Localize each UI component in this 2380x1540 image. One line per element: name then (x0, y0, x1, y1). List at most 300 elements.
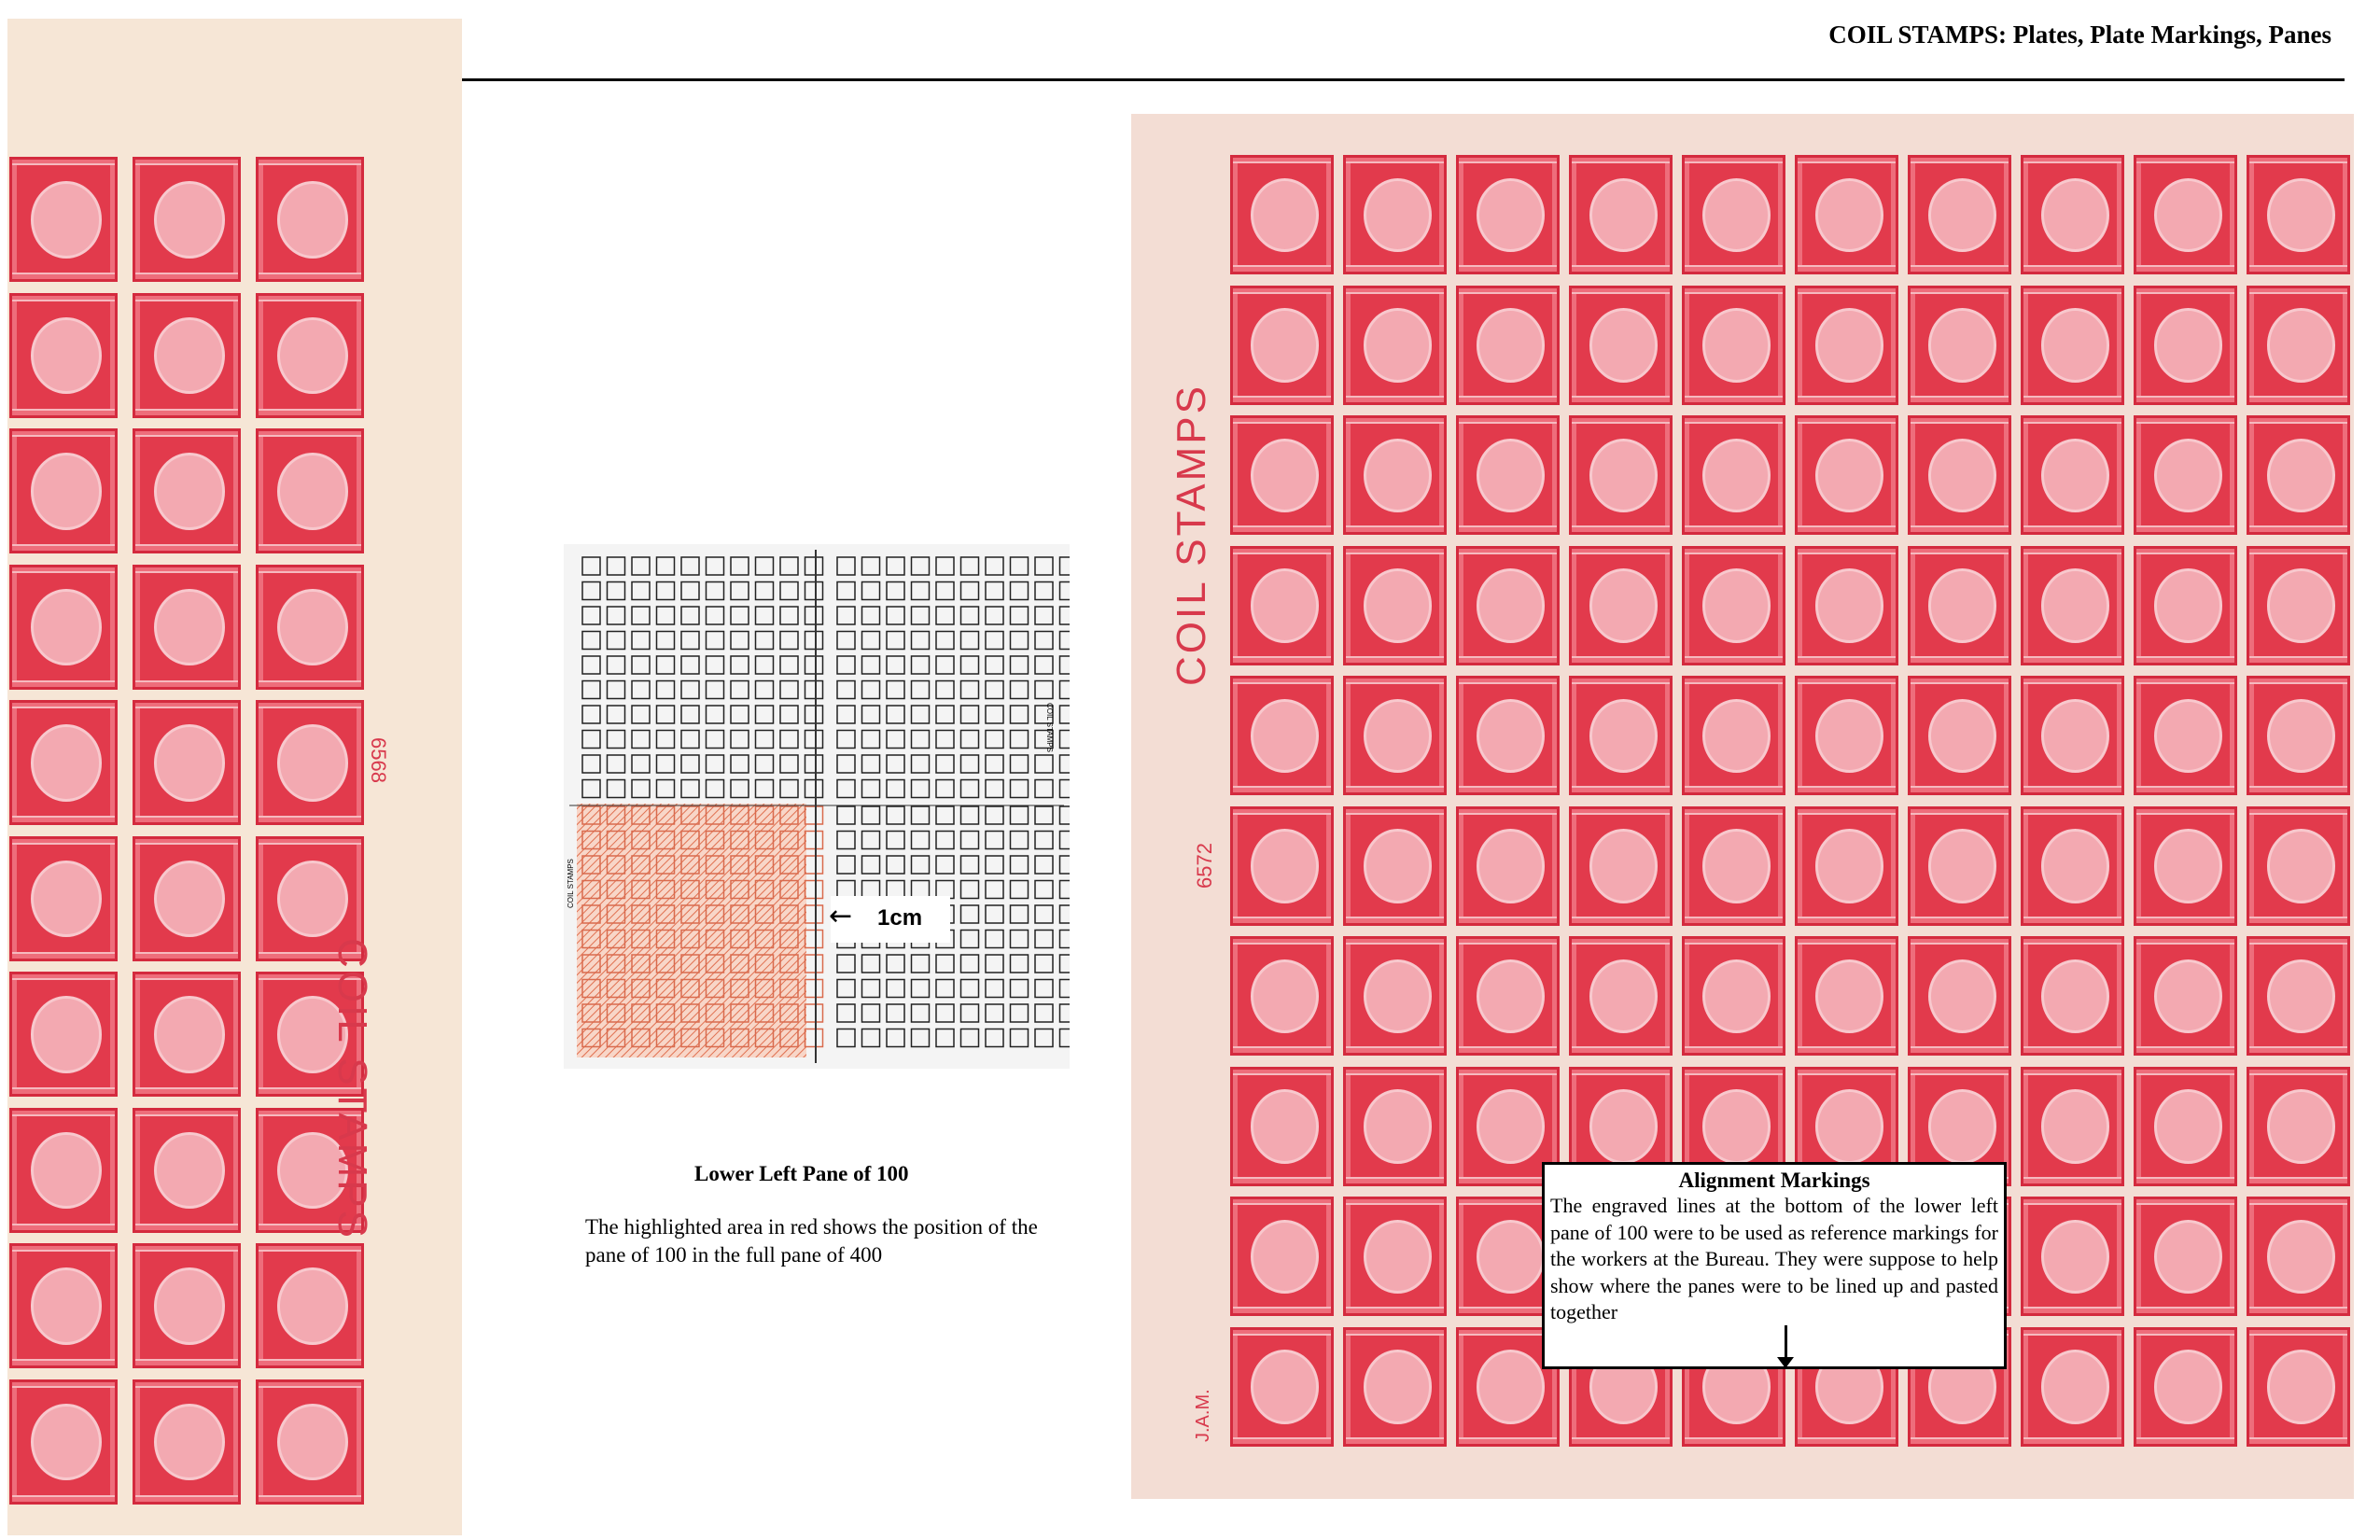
pane-cell (862, 832, 880, 849)
stamp (133, 700, 241, 825)
pane-cell (707, 557, 724, 575)
pane-cell (862, 656, 880, 674)
stamp (1456, 806, 1560, 926)
pane-cell (731, 731, 749, 749)
pane-cell (1011, 980, 1029, 998)
pane-cell (1011, 1029, 1029, 1047)
stamp (1343, 936, 1447, 1056)
pane-cell (936, 1004, 954, 1022)
pane-cell (912, 780, 930, 798)
pane-cell (1035, 955, 1053, 973)
pane-cell (936, 557, 954, 575)
stamp (1795, 155, 1898, 274)
pane-cell (657, 656, 675, 674)
pane-cell (582, 681, 600, 699)
pane-cell (1011, 706, 1029, 723)
pane-cell (837, 1029, 855, 1047)
pane-cell (912, 955, 930, 973)
stamp (1795, 415, 1898, 535)
pane-cell (707, 731, 724, 749)
pane-cell (707, 607, 724, 624)
stamp (1682, 155, 1785, 274)
pane-cell (837, 856, 855, 874)
pane-cell (780, 632, 798, 650)
stamp (1569, 286, 1673, 405)
pane-cell (1060, 1004, 1071, 1022)
pane-cell (805, 557, 823, 575)
pane-cell (887, 856, 904, 874)
pane-cell (582, 780, 600, 798)
pane-cell (887, 780, 904, 798)
stamp (133, 1379, 241, 1505)
pane-cell (887, 755, 904, 773)
pane-cell (936, 1029, 954, 1047)
stamp (2134, 806, 2237, 926)
pane-cell (582, 632, 600, 650)
stamp (2247, 546, 2350, 665)
pane-cell (961, 881, 979, 899)
pane-cell (731, 780, 749, 798)
pane-cell (756, 731, 774, 749)
stamp (1908, 286, 2011, 405)
pane-cell (1035, 780, 1053, 798)
stamp (2021, 286, 2124, 405)
stamp (1456, 546, 1560, 665)
stamp (1682, 546, 1785, 665)
pane-cell (961, 1004, 979, 1022)
pane-cell (1035, 832, 1053, 849)
pane-cell (986, 806, 1003, 824)
pane-cell (780, 780, 798, 798)
pane-cell (707, 681, 724, 699)
pane-cell (582, 582, 600, 600)
stamp (256, 428, 364, 553)
pane-cell (1060, 706, 1071, 723)
pane-cell (731, 607, 749, 624)
pane-cell (1011, 905, 1029, 923)
pane-cell (632, 656, 650, 674)
pane-cell (936, 755, 954, 773)
stamp (2021, 415, 2124, 535)
pane-cell (756, 706, 774, 723)
pane-cell (681, 681, 699, 699)
pane-cell (887, 607, 904, 624)
pane-cell (707, 755, 724, 773)
pane-cell (805, 632, 823, 650)
header-right: COIL STAMPS: Plates, Plate Markings, Panes (1828, 21, 2331, 49)
pane-cell (912, 1004, 930, 1022)
pane-cell (756, 632, 774, 650)
pane-cell (681, 557, 699, 575)
pane-cell (912, 706, 930, 723)
pane-cell (582, 607, 600, 624)
stamp (1795, 806, 1898, 926)
pane-cell (1011, 1004, 1029, 1022)
pane-cell (936, 832, 954, 849)
pane-cell (887, 980, 904, 998)
pane-cell (961, 931, 979, 948)
stamp (133, 565, 241, 690)
stamp (256, 700, 364, 825)
pane-cell (936, 980, 954, 998)
pane-cell (1060, 681, 1071, 699)
pane-cell (608, 607, 625, 624)
pane-cell (862, 806, 880, 824)
right-sheet-plate-number: 6572 (1193, 843, 1216, 889)
stamp (9, 972, 118, 1097)
stamp (2134, 415, 2237, 535)
pane-cell (608, 557, 625, 575)
pane-cell (1060, 832, 1071, 849)
pane-cell (862, 780, 880, 798)
pane-cell (961, 1029, 979, 1047)
pane-cell (805, 780, 823, 798)
pane-cell (862, 681, 880, 699)
stamp (9, 293, 118, 418)
stamp (1569, 155, 1673, 274)
pane-cell (582, 656, 600, 674)
pane-cell (756, 607, 774, 624)
pane-cell (1035, 632, 1053, 650)
pane-cell (862, 557, 880, 575)
pane-cell (657, 780, 675, 798)
stamp (1682, 676, 1785, 795)
left-sheet-plate-number: 6568 (367, 737, 390, 783)
pane-cell (1035, 931, 1053, 948)
pane-cell (961, 731, 979, 749)
pane-cell (756, 557, 774, 575)
pane-cell (936, 681, 954, 699)
pane-cell (805, 905, 823, 923)
pane-cell (1035, 607, 1053, 624)
pane-cell (837, 1004, 855, 1022)
pane-cell (912, 806, 930, 824)
pane-cell (1060, 955, 1071, 973)
pane-cell (780, 607, 798, 624)
pane-cell (837, 955, 855, 973)
pane-cell (912, 755, 930, 773)
stamp (1230, 546, 1334, 665)
pane-cell (1035, 806, 1053, 824)
pane-cell (805, 582, 823, 600)
stamp (9, 1379, 118, 1505)
pane-cell (1060, 607, 1071, 624)
pane-cell (912, 832, 930, 849)
pane-cell (632, 706, 650, 723)
stamp (2247, 415, 2350, 535)
stamp (2247, 1327, 2350, 1447)
pane-cell (681, 582, 699, 600)
pane-cell (731, 656, 749, 674)
pane-cell (936, 656, 954, 674)
pane-cell (632, 607, 650, 624)
pane-cell (986, 856, 1003, 874)
pane-cell (862, 755, 880, 773)
stamp (2134, 936, 2237, 1056)
stamp (1456, 676, 1560, 795)
stamp (1230, 676, 1334, 795)
caption-title: Lower Left Pane of 100 (694, 1162, 909, 1185)
stamp (1343, 676, 1447, 795)
pane-cell (805, 706, 823, 723)
pane-cell (1035, 980, 1053, 998)
stamp (2021, 676, 2124, 795)
pane-cell (805, 656, 823, 674)
stamp (1456, 155, 1560, 274)
stamp (9, 1108, 118, 1233)
diagram-side-label-left: COIL STAMPS (567, 859, 575, 908)
pane-cell (961, 832, 979, 849)
pane-cell (837, 557, 855, 575)
pane-cell (986, 1004, 1003, 1022)
stamp (1230, 155, 1334, 274)
pane-cell (1060, 905, 1071, 923)
pane-cell (1060, 856, 1071, 874)
pane-cell (681, 755, 699, 773)
scale-arrow-icon: ← (829, 900, 853, 932)
stamp (133, 972, 241, 1097)
pane-cell (657, 731, 675, 749)
pane-cell (986, 582, 1003, 600)
pane-cell (912, 980, 930, 998)
pane-cell (1035, 582, 1053, 600)
pane-cell (608, 632, 625, 650)
diagram-side-label-right: COIL STAMPS (1045, 703, 1054, 752)
stamp (2134, 1067, 2237, 1186)
pane-cell (986, 632, 1003, 650)
stamp (1569, 546, 1673, 665)
pane-cell (862, 955, 880, 973)
pane-cell (780, 656, 798, 674)
pane-cell (961, 905, 979, 923)
stamp (1230, 286, 1334, 405)
stamp (1230, 1067, 1334, 1186)
stamp (256, 293, 364, 418)
pane-cell (961, 806, 979, 824)
pane-cell (731, 632, 749, 650)
pane-cell (986, 731, 1003, 749)
stamp (2134, 155, 2237, 274)
pane-cell (1035, 881, 1053, 899)
pane-cell (1011, 881, 1029, 899)
stamp (1908, 936, 2011, 1056)
stamp (1343, 546, 1447, 665)
pane-cell (1011, 681, 1029, 699)
pane-cell (887, 557, 904, 575)
stamp (2021, 546, 2124, 665)
pane-cell (961, 706, 979, 723)
pane-cell (887, 681, 904, 699)
stamp (1682, 286, 1785, 405)
pane-cell (961, 955, 979, 973)
pane-cell (887, 656, 904, 674)
right-sheet-initials: J.A.M. (1193, 1389, 1213, 1442)
pane-cell (805, 931, 823, 948)
pane-cell (1060, 632, 1071, 650)
pane-cell (1060, 582, 1071, 600)
pane-cell (862, 980, 880, 998)
stamp (2134, 546, 2237, 665)
pane-cell (608, 780, 625, 798)
stamp (1795, 676, 1898, 795)
pane-cell (912, 856, 930, 874)
stamp (2021, 936, 2124, 1056)
pane-cell (1011, 632, 1029, 650)
pane-cell (837, 706, 855, 723)
pane-cell (681, 780, 699, 798)
pane-cell (657, 582, 675, 600)
stamp (1795, 286, 1898, 405)
pane-cell (986, 780, 1003, 798)
pane-cell (912, 557, 930, 575)
pane-cell (1011, 607, 1029, 624)
pane-cell (1035, 905, 1053, 923)
stamp (2134, 286, 2237, 405)
pane-cell (608, 731, 625, 749)
pane-cell (961, 856, 979, 874)
pane-cell (912, 582, 930, 600)
pane-cell (582, 706, 600, 723)
pane-cell (1011, 832, 1029, 849)
pane-cell (805, 955, 823, 973)
stamp (256, 1243, 364, 1368)
stamp (1230, 415, 1334, 535)
stamp (9, 157, 118, 282)
pane-cell (805, 806, 823, 824)
stamp (1569, 936, 1673, 1056)
pane-cell (1011, 582, 1029, 600)
stamp (256, 157, 364, 282)
pane-cell (657, 557, 675, 575)
pane-cell (780, 557, 798, 575)
pane-cell (731, 557, 749, 575)
pane-cell (657, 706, 675, 723)
pane-cell (780, 755, 798, 773)
pane-cell (731, 681, 749, 699)
pane-cell (632, 557, 650, 575)
pane-cell (936, 856, 954, 874)
pane-cell (837, 656, 855, 674)
pane-cell (1060, 755, 1071, 773)
pane-cell (862, 706, 880, 723)
left-stamp-sheet (7, 19, 462, 1535)
stamp (133, 1108, 241, 1233)
pane-cell (707, 582, 724, 600)
pane-cell (961, 980, 979, 998)
pane-cell (657, 681, 675, 699)
pane-cell (887, 731, 904, 749)
pane-cell (805, 881, 823, 899)
pane-cell (707, 780, 724, 798)
pane-cell (986, 607, 1003, 624)
pane-cell (986, 955, 1003, 973)
pane-cell (1060, 980, 1071, 998)
pane-cell (1035, 755, 1053, 773)
pane-cell (632, 632, 650, 650)
pane-cell (632, 731, 650, 749)
pane-cell (887, 955, 904, 973)
stamp (2021, 1327, 2124, 1447)
pane-cell (608, 656, 625, 674)
pane-cell (1060, 806, 1071, 824)
stamp (2247, 286, 2350, 405)
pane-cell (961, 557, 979, 575)
pane-cell (1060, 881, 1071, 899)
stamp (1908, 676, 2011, 795)
pane-cell (1011, 557, 1029, 575)
pane-cell (756, 656, 774, 674)
pane-cell (862, 632, 880, 650)
left-sheet-margin-label: COIL STAMPS (329, 938, 375, 1240)
pane-cell (780, 582, 798, 600)
pane-cell (961, 681, 979, 699)
stamp (133, 836, 241, 961)
pane-cell (632, 681, 650, 699)
pane-cell (707, 632, 724, 650)
pane-cell (756, 780, 774, 798)
pane-cell (731, 755, 749, 773)
pane-cell (986, 656, 1003, 674)
stamp (1456, 415, 1560, 535)
pane-cell (936, 607, 954, 624)
stamp (1908, 415, 2011, 535)
pane-cell (805, 832, 823, 849)
stamp (9, 836, 118, 961)
stamp (1230, 1197, 1334, 1316)
stamp (1569, 415, 1673, 535)
pane-cell (887, 582, 904, 600)
pane-cell (731, 706, 749, 723)
pane-cell (1035, 1004, 1053, 1022)
stamp (1343, 806, 1447, 926)
pane-cell (608, 706, 625, 723)
pane-cell (986, 832, 1003, 849)
pane-cell (707, 656, 724, 674)
pane-cell (805, 1029, 823, 1047)
pane-cell (780, 681, 798, 699)
stamp (133, 293, 241, 418)
pane-cell (632, 780, 650, 798)
pane-cell (657, 607, 675, 624)
pane-cell (887, 632, 904, 650)
pane-cell (632, 755, 650, 773)
stamp (1230, 936, 1334, 1056)
pane-cell (986, 755, 1003, 773)
pane-cell (805, 1004, 823, 1022)
pane-cell (1035, 856, 1053, 874)
stamp (2247, 155, 2350, 274)
pane-cell (1060, 731, 1071, 749)
pane-cell (936, 731, 954, 749)
pane-cell (837, 681, 855, 699)
pane-diagram (564, 544, 1070, 1069)
pane-cell (961, 632, 979, 650)
stamp (2247, 806, 2350, 926)
pane-cell (1011, 656, 1029, 674)
pane-cell (1011, 731, 1029, 749)
stamp (1569, 676, 1673, 795)
stamp (1456, 286, 1560, 405)
pane-cell (805, 856, 823, 874)
pane-cell (1011, 806, 1029, 824)
pane-cell (1011, 955, 1029, 973)
stamp (133, 157, 241, 282)
stamp (1908, 806, 2011, 926)
pane-cell (805, 607, 823, 624)
pane-cell (805, 755, 823, 773)
pane-cell (862, 582, 880, 600)
callout-title: Alignment Markings (1678, 1169, 1870, 1192)
